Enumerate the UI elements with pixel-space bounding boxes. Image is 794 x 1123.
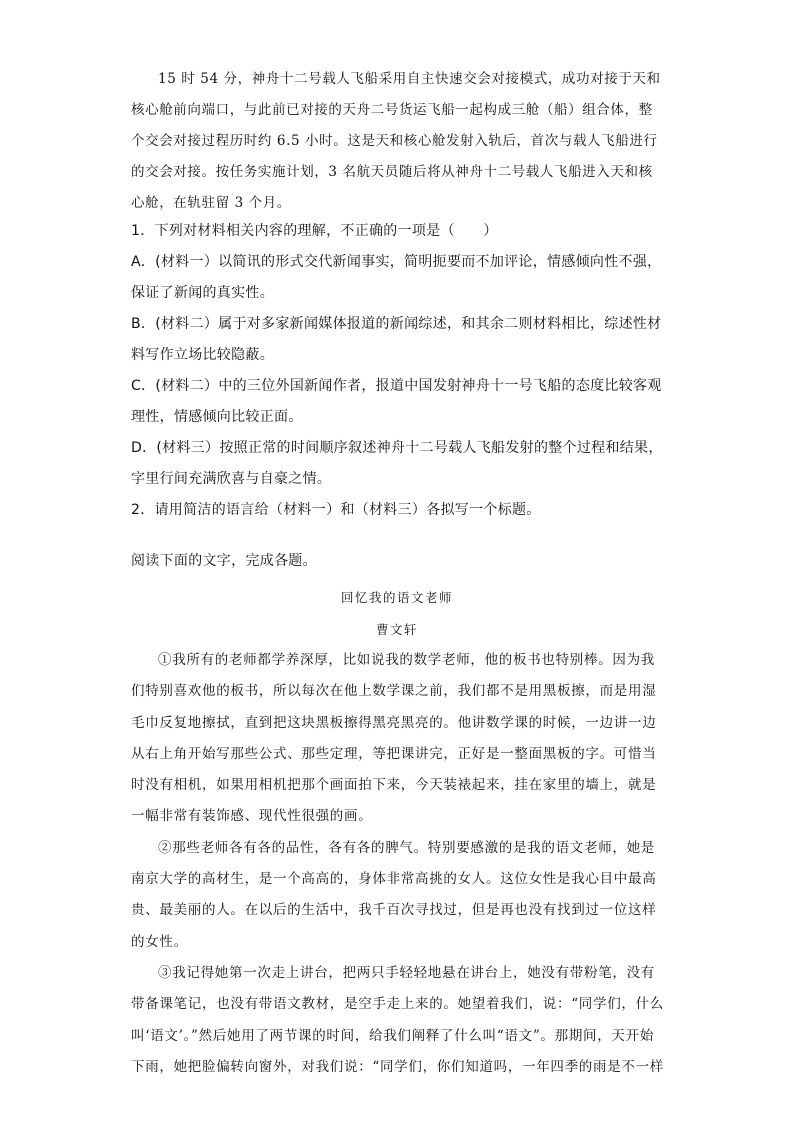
essay-paragraph-2: ②那些老师各有各的品性，各有各的脾气。特别要感激的是我的语文老师，她是南京大学的高材生，是一个高高的，身体非常高挑的女人。这位女性是我心目中最高贵、最美丽的人。在以后的生活中，我千百次寻找过，但是再也没有找到过一位这样的女性。 bbox=[131, 839, 657, 950]
essay-body bbox=[131, 645, 664, 1083]
essay-title: 回忆我的语文老师 bbox=[340, 590, 453, 605]
news-paragraph: 15 时 54 分，神舟十二号载人飞船采用自主快速交会对接模式，成功对接于天和核心舱前向端口，与此前已对接的天舟二号货运飞船一起构成三舱（船）组合体，整个交会对接过程历时约 6.5 小时。这是天和核心舱发射入轨后，首次与载人飞船进行的交会对接。按任务实施计划，3 名航天员随后将从神舟十二号载人飞船进入天和核心舱，在轨驻留 3 个月。 bbox=[131, 71, 661, 211]
question-1-option-b: B．(材料二）属于对多家新闻媒体报道的新闻综述，和其余二则材料相比，综述性材料写作立场比较隐蔽。 bbox=[131, 316, 662, 363]
question-1 bbox=[131, 216, 664, 526]
question-1-option-c: C．(材料二）中的三位外国新闻作者，报道中国发射神舟十一号飞船的态度比较客观理性，情感倾向比较正面。 bbox=[131, 378, 662, 425]
reading-instruction: 阅读下面的文字，完成各题。 bbox=[131, 553, 317, 569]
question-1-option-d: D．(材料三）按照正常的时间顺序叙述神舟十二号载人飞船发射的整个过程和结果，字里行间充满欣喜与自豪之情。 bbox=[131, 440, 663, 487]
essay-author: 曹文轩 bbox=[375, 622, 418, 637]
essay-paragraph-1: ①我所有的老师都学养深厚，比如说我的数学老师，他的板书也特别棒。因为我们特别喜欢他的板书，所以每次在他上数学课之前，我们都不是用黑板擦，而是用湿毛巾反复地擦拭，直到把这块黑板擦得黑亮黑亮的。他讲数学课的时候，一边讲一边从右上角开始写那些公式、那些定理，等把课讲完，正好是一整面黑板的字。可惜当时没有相机，如果用相机把那个画面拍下来，今天装裱起来，挂在家里的墙上，就是一幅非常有装饰感、现代性很强的画。 bbox=[131, 652, 657, 825]
news-passage bbox=[131, 64, 664, 219]
question-2: 2．请用简洁的语言给（材料一）和（材料三）各拟写一个标题。 bbox=[131, 502, 541, 518]
question-1-stem: 1．下列对材料相关内容的理解，不正确的一项是（ ） bbox=[131, 223, 498, 239]
question-1-option-a: A．(材料一）以简讯的形式交代新闻事实，简明扼要而不加评论，情感倾向性不强，保证了新闻的真实性。 bbox=[131, 254, 662, 301]
essay-paragraph-3: ③我记得她第一次走上讲台，把两只手轻轻地悬在讲台上，她没有带粉笔，没有带备课笔记，也没有带语文教材，是空手走上来的。她望着我们，说：“同学们，什么叫‘语文’。”然后她用了两节课的时间，给我们阐释了什么叫“语文”。那期间，天开始下雨，她把脸偏转向窗外，对我们说：“同学们，你们知道吗，一年四季的雨是不一样 bbox=[131, 964, 665, 1075]
